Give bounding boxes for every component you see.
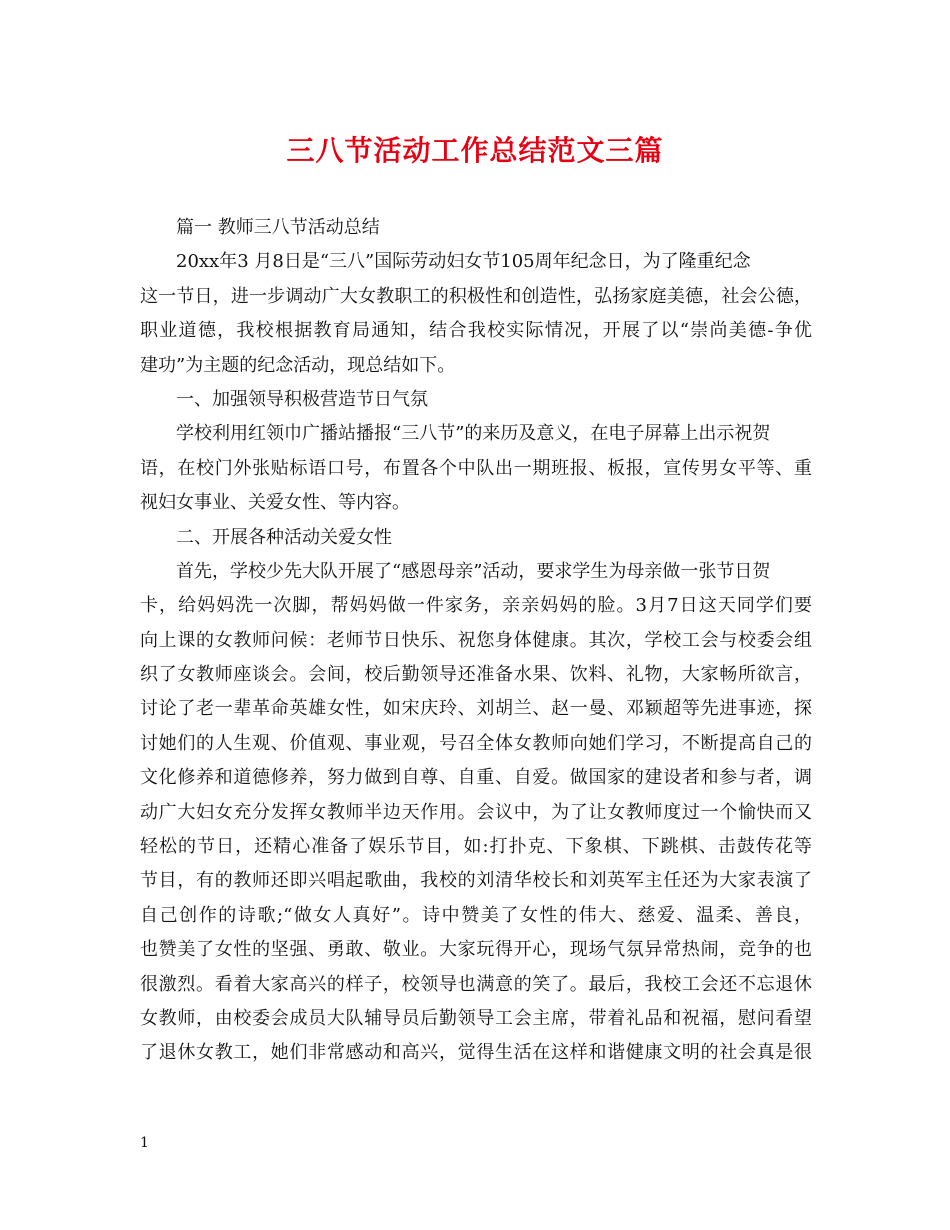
- paragraph-line: 轻松的节日，还精心准备了娱乐节目，如:打扑克、下象棋、下跳棋、击鼓传花等: [140, 836, 812, 858]
- page-number: 1: [140, 1135, 149, 1151]
- paragraph-line: 女教师，由校委会成员大队辅导员后勤领导工会主席，带着礼品和祝福，慰问看望: [140, 1007, 812, 1029]
- section-heading: 一、加强领导积极营造节日气氛: [176, 388, 428, 410]
- paragraph-line: 节目，有的教师还即兴唱起歌曲，我校的刘清华校长和刘英军主任还为大家表演了: [140, 870, 812, 892]
- document-body: [140, 211, 812, 1071]
- paragraph-line: 学校利用红领巾广播站播报“三八节”的来历及意义，在电子屏幕上出示祝贺: [176, 423, 771, 445]
- paragraph-line: 织了女教师座谈会。会间，校后勤领导还准备水果、饮料、礼物，大家畅所欲言，: [140, 664, 812, 686]
- document-title: 三八节活动工作总结范文三篇: [286, 134, 664, 167]
- paragraph-line: 也赞美了女性的坚强、勇敢、敬业。大家玩得开心，现场气氛异常热闹，竞争的也: [140, 939, 812, 961]
- paragraph-line: 动广大妇女充分发挥女教师半边天作用。会议中，为了让女教师度过一个愉快而又: [140, 801, 812, 823]
- paragraph-line: 建功”为主题的纪念活动，现总结如下。: [140, 354, 456, 376]
- paragraph-line: 讨论了老一辈革命英雄女性，如宋庆玲、刘胡兰、赵一曼、邓颖超等先进事迹，探: [140, 698, 812, 720]
- paragraph-line: 卡，给妈妈洗一次脚，帮妈妈做一件家务，亲亲妈妈的脸。3月7日这天同学们要: [140, 595, 812, 617]
- paragraph-line: 讨她们的人生观、价值观、事业观，号召全体女教师向她们学习，不断提高自己的: [140, 732, 812, 754]
- paragraph-line: 职业道德，我校根据教育局通知，结合我校实际情况，开展了以“崇尚美德-争优: [140, 320, 812, 342]
- paragraph-line: 文化修养和道德修养，努力做到自尊、自重、自爱。做国家的建设者和参与者，调: [140, 767, 812, 789]
- paragraph-line: 这一节日，进一步调动广大女教职工的积极性和创造性，弘扬家庭美德，社会公德，: [140, 285, 812, 307]
- paragraph-line: 了退休女教工，她们非常感动和高兴，觉得生活在这样和谐健康文明的社会真是很: [140, 1042, 812, 1064]
- paragraph-line: 视妇女事业、关爱女性、等内容。: [140, 492, 410, 514]
- paragraph-line: 向上课的女教师问候：老师节日快乐、祝您身体健康。其次，学校工会与校委会组: [140, 629, 812, 651]
- section-heading: 篇一 教师三八节活动总结: [176, 217, 380, 238]
- paragraph-line: 语，在校门外张贴标语口号，布置各个中队出一期班报、板报，宣传男女平等、重: [140, 457, 812, 479]
- paragraph-line: 首先，学校少先大队开展了“感恩母亲”活动，要求学生为母亲做一张节日贺: [176, 560, 771, 582]
- paragraph-line: 20xx年3 月8日是“三八”国际劳动妇女节105周年纪念日，为了隆重纪念: [176, 251, 751, 273]
- paragraph-line: 自己创作的诗歌;“做女人真好”。诗中赞美了女性的伟大、慈爱、温柔、善良，: [140, 904, 812, 926]
- paragraph-line: 很激烈。看着大家高兴的样子，校领导也满意的笑了。最后，我校工会还不忘退休: [140, 973, 812, 995]
- section-heading: 二、开展各种活动关爱女性: [176, 526, 392, 548]
